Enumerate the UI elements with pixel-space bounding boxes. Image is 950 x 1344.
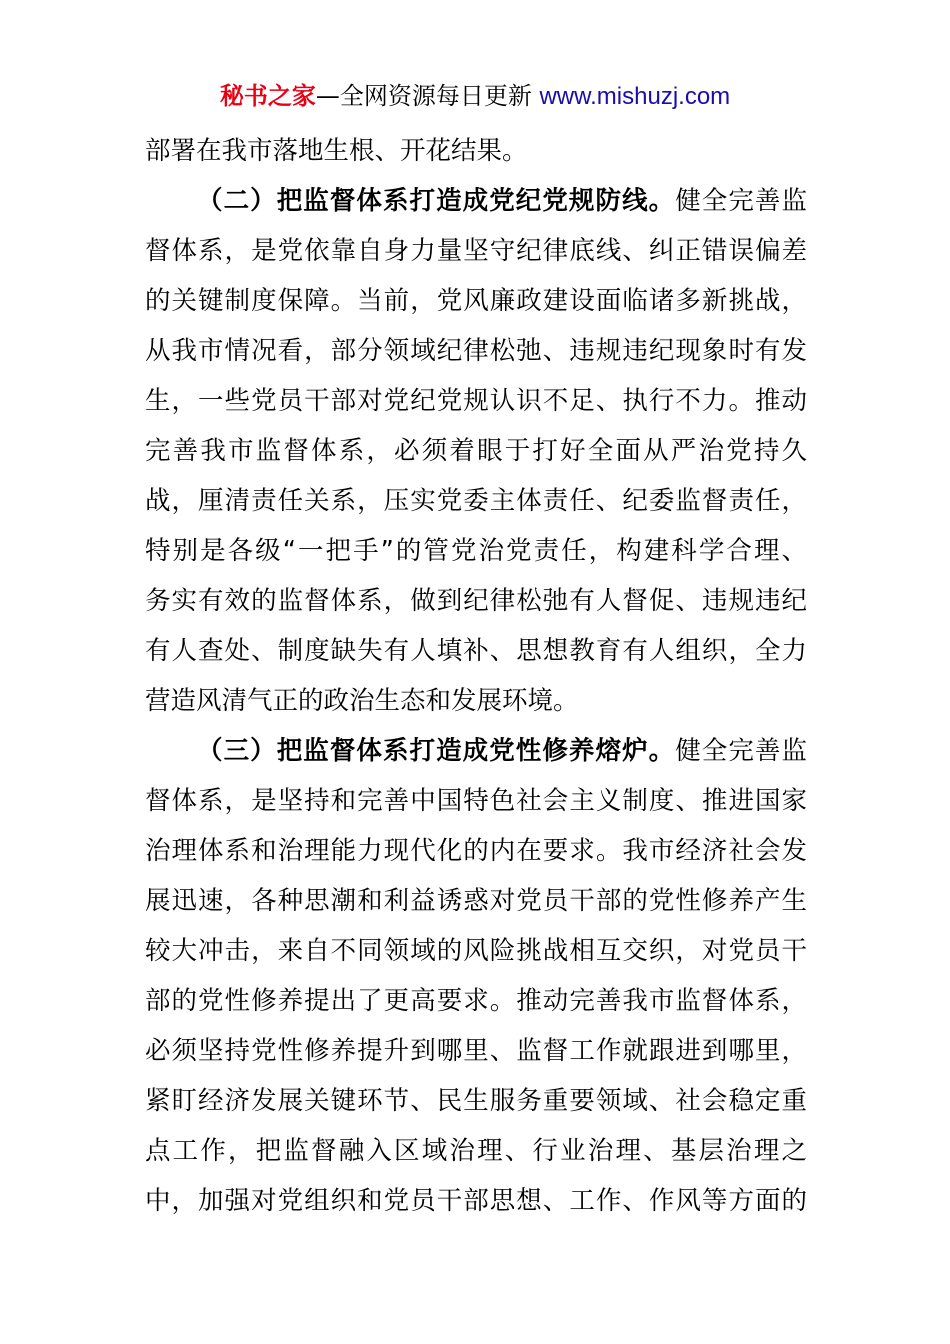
- text-line: 督体系，是党依靠自身力量坚守纪律底线、纠正错误偏差: [145, 236, 807, 266]
- paragraph-section-2: [145, 176, 807, 726]
- text-line: 督体系，是坚持和完善中国特色社会主义制度、推进国家: [145, 786, 807, 816]
- text-line: 部署在我市落地生根、开花结果。: [145, 136, 528, 166]
- text-line: 营造风清气正的政治生态和发展环境。: [145, 686, 579, 716]
- site-tagline: —全网资源每日更新: [315, 82, 540, 110]
- text-line: 完善我市监督体系，必须着眼于打好全面从严治党持久: [145, 436, 807, 466]
- text-line: 较大冲击，来自不同领域的风险挑战相互交织，对党员干: [145, 936, 807, 966]
- site-url-link[interactable]: www.mishuzj.com: [539, 83, 731, 110]
- document-body: [145, 126, 807, 1226]
- text-line: 生，一些党员干部对党纪党规认识不足、执行不力。推动: [145, 386, 807, 416]
- text-run: 健全完善监: [675, 186, 807, 216]
- text-line: 特别是各级“一把手”的管党治党责任，构建科学合理、: [145, 536, 807, 566]
- text-line: 紧盯经济发展关键环节、民生服务重要领域、社会稳定重: [145, 1086, 807, 1116]
- paragraph-section-3: [145, 726, 807, 1226]
- section-heading: （二）把监督体系打造成党纪党规防线。: [197, 186, 676, 216]
- text-line: 中，加强对党组织和党员干部思想、工作、作风等方面的: [145, 1186, 807, 1216]
- text-run: 健全完善监: [675, 736, 807, 766]
- text-line: 治理体系和治理能力现代化的内在要求。我市经济社会发: [145, 836, 807, 866]
- text-line: 点工作，把监督融入区域治理、行业治理、基层治理之: [145, 1136, 807, 1166]
- text-line: [145, 726, 807, 776]
- paragraph-continuation: [145, 126, 807, 176]
- text-line: 部的党性修养提出了更高要求。推动完善我市监督体系，: [145, 986, 807, 1016]
- text-line: 从我市情况看，部分领域纪律松弛、违规违纪现象时有发: [145, 336, 807, 366]
- section-heading: （三）把监督体系打造成党性修养熔炉。: [197, 736, 676, 766]
- text-line: 的关键制度保障。当前，党风廉政建设面临诸多新挑战，: [145, 286, 807, 316]
- text-line: 战，厘清责任关系，压实党委主体责任、纪委监督责任，: [145, 486, 807, 516]
- text-line: 有人查处、制度缺失有人填补、思想教育有人组织，全力: [145, 636, 807, 666]
- text-line: 务实有效的监督体系，做到纪律松弛有人督促、违规违纪: [145, 586, 807, 616]
- text-line: 必须坚持党性修养提升到哪里、监督工作就跟进到哪里，: [145, 1036, 807, 1066]
- site-header: [0, 80, 950, 113]
- site-brand: 秘书之家: [219, 82, 316, 110]
- text-line: 展迅速，各种思潮和利益诱惑对党员干部的党性修养产生: [145, 886, 807, 916]
- text-line: [145, 176, 807, 226]
